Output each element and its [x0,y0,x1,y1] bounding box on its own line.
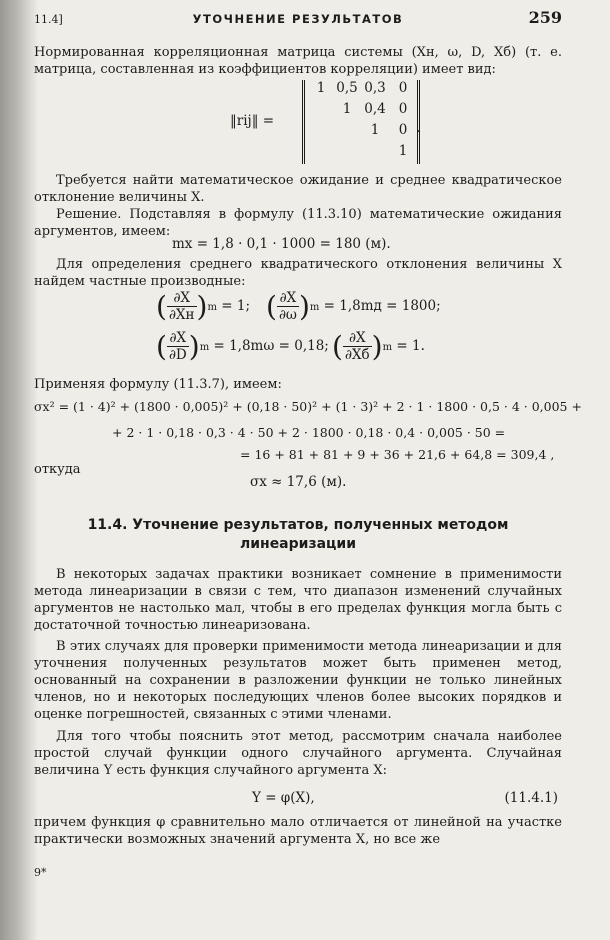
sigma-equation-line-2: + 2 · 1 · 0,18 · 0,3 · 4 · 50 + 2 · 1800 · 0,18 · 0,4 · 0,005 · 50 = [112,425,506,440]
matrix-cell: 1 [342,101,352,117]
sigma-equation-line-3: = 16 + 81 + 81 + 9 + 36 + 21,6 + 64,8 = 309,4 , [240,447,555,462]
matrix-cell: 0 [398,101,408,117]
book-page [34,0,582,940]
equation-y: Y = φ(X), [252,790,315,806]
equation-number: (11.4.1) [504,790,558,806]
book-binding-shadow [0,0,38,940]
intro-paragraph: Нормированная корреляционная матрица системы (Xн, ω, D, Xб) (т. е. матрица, составленная из коэффициентов корреляции) имеет вид: [34,45,562,77]
matrix-cell: 0,5 [336,80,358,96]
task-paragraph: Требуется найти математическое ожидание и среднее квадратическое отклонение величины X. [34,173,562,205]
derivatives-intro: Для определения среднего квадратического отклонения величины X найдем частные производные: [34,257,562,289]
matrix-brackets [302,80,420,164]
matrix-cell: 0,3 [364,80,386,96]
matrix-label: ‖rij‖ = [230,113,275,129]
matrix-cell: 0,4 [364,101,386,117]
section-title-line-2: линеаризации [239,536,357,552]
matrix-cell: 1 [398,143,408,159]
matrix-cell: 1 [316,80,326,96]
section-heading [34,516,562,554]
body-paragraph-4: причем функция φ сравнительно мало отличается от линейной на участке практически возможных значений аргумента X, но все же [34,815,562,847]
partial-derivative-4: ( $\frac{\partial X}{\partial Xб}$ )m = 1. [332,330,425,363]
solution-paragraph: Решение. Подставляя в формулу (11.3.10) математические ожидания аргументов, имеем: [34,207,562,239]
matrix-end-punct: . [416,120,421,136]
apply-formula-text: Применяя формулу (11.3.7), имеем: [34,377,282,392]
partial-derivative-3: ( $\frac{\partial X}{\partial D}$ )m = 1,8mω = 0,18; [156,330,329,363]
matrix-cell: 0 [398,80,408,96]
body-paragraph-1: В некоторых задачах практики возникает сомнение в применимости метода линеаризации в связи с тем, что диапазон изменений случайных аргументов не настолько мал, чтобы в его пределах функция могла быть с достаточной точностью линеаризована. [34,567,562,633]
signature-mark: 9* [34,866,47,879]
partial-derivative-2: ( $\frac{\partial X}{\partial\omega}$ )m = 1,8mд = 1800; [266,290,441,323]
section-ref: 11.4] [34,13,63,26]
matrix-cell: 1 [370,122,380,138]
matrix-cell: 0 [398,122,408,138]
body-paragraph-3: Для того чтобы пояснить этот метод, рассмотрим сначала наиболее простой случай функции одного случайного аргумента. Случайная величина Y есть функция случайного аргумента X: [34,729,562,778]
body-paragraph-2: В этих случаях для проверки применимости метода линеаризации и для уточнения полученных результатов может быть применен метод, основанный на сохранении в разложении функции не только линейных членов, но и некоторых последующих членов более высоких порядков и оценке погрешностей, связанных с этими членами. [34,639,562,722]
running-header [34,10,562,30]
sigma-equation-line-1: σx² = (1 · 4)² + (1800 · 0,005)² + (0,18 · 50)² + (1 · 3)² + 2 · 1 · 1800 · 0,5 · 4 · 0,005 + [34,399,582,414]
equation-mx: mx = 1,8 · 0,1 · 1000 = 180 (м). [172,236,391,252]
page-number: 259 [528,8,562,27]
partial-derivative-1: ( $\frac{\partial X}{\partial Xн}$ )m = 1; [156,290,250,323]
running-title: УТОЧНЕНИЕ РЕЗУЛЬТАТОВ [192,12,404,26]
sigma-result: σx ≈ 17,6 (м). [250,474,347,490]
whence-text: откуда [34,462,81,477]
section-title-line-1: 11.4. Уточнение результатов, полученных методом [87,517,509,533]
